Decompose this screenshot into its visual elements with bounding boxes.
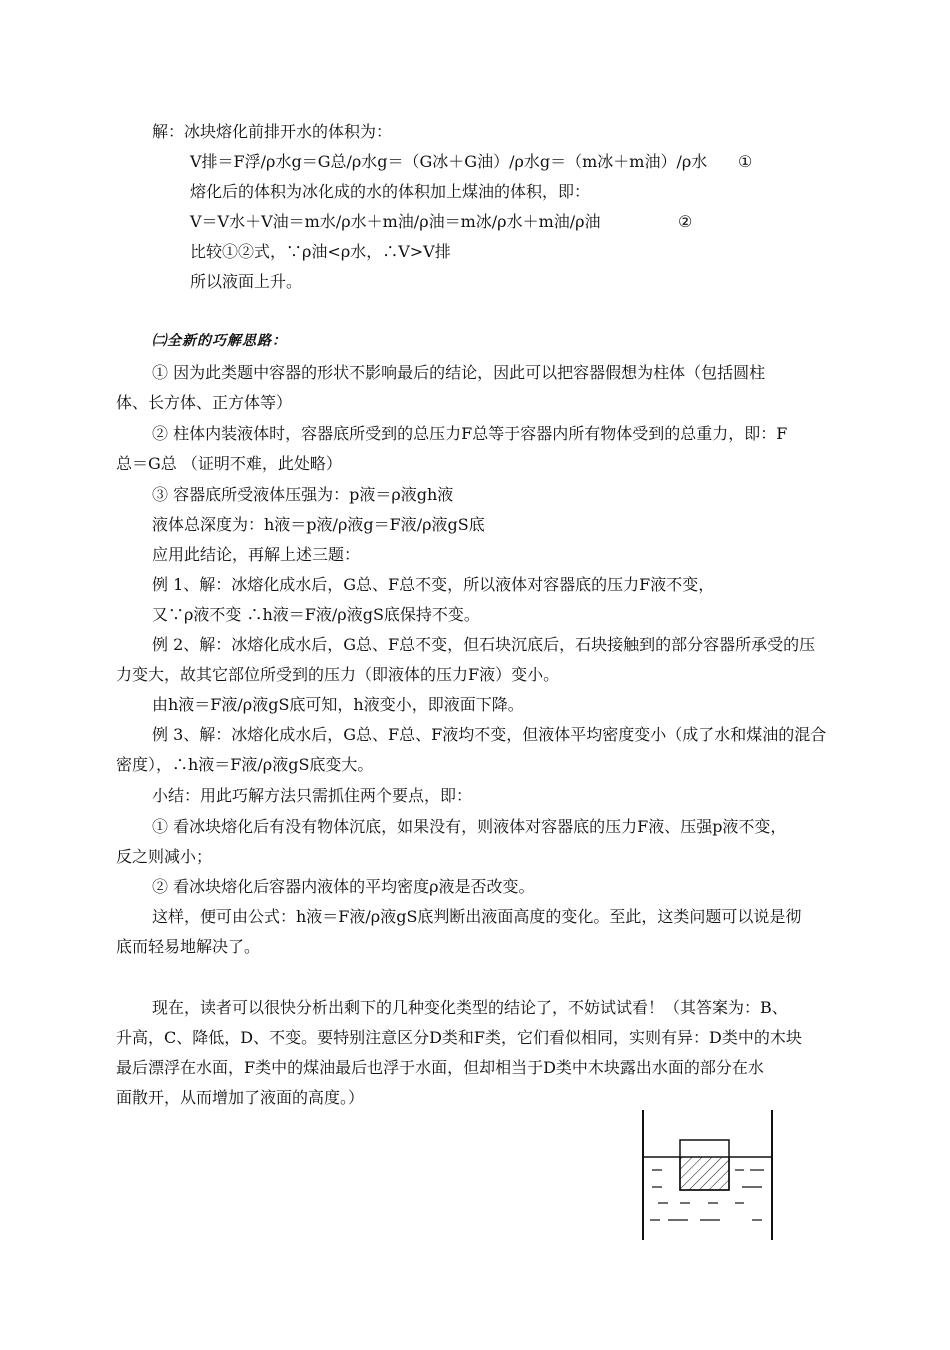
solution-formula-2: V＝V水＋V油＝m水/ρ水＋m油/ρ油＝m冰/ρ水＋m油/ρ油 (190, 212, 601, 231)
example-2-line-c: 由h液＝F液/ρ液gS底可知，h液变小，即液面下降。 (152, 695, 524, 714)
submerged-part (680, 1157, 729, 1190)
final-paragraph-line-3: 最后漂浮在水面，F类中的煤油最后也浮于水面，但却相当于D类中木块露出水面的部分在水 (116, 1058, 764, 1077)
example-3-line-a: 例 3、解：冰熔化成水后，G总、F总、F液均不变，但液体平均密度变小（成了水和煤油的混合 (152, 725, 827, 744)
point-3: ③ 容器底所受液体压强为：p液＝ρ液gh液 (152, 485, 454, 504)
summary-intro: 小结：用此巧解方法只需抓住两个要点，即： (152, 786, 473, 805)
final-paragraph-line-4: 面散开，从而增加了液面的高度。） (116, 1088, 365, 1107)
conclusion-line-a: 这样，便可由公式：h液＝F液/ρ液gS底判断出液面高度的变化。至此，这类问题可以说是彻 (152, 907, 802, 926)
summary-point-1-line-b: 反之则减小； (116, 847, 213, 866)
example-2-line-a: 例 2、解：冰熔化成水后，G总、F总不变，但石块沉底后，石块接触到的部分容器所承受的压 (152, 635, 816, 654)
point-1-line-a: ① 因为此类题中容器的形状不影响最后的结论，因此可以把容器假想为柱体（包括圆柱 (152, 363, 766, 382)
depth-formula: 液体总深度为：h液＝p液/ρ液g＝F液/ρ液gS底 (152, 515, 485, 534)
example-1-line-b: 又∵ρ液不变 ∴h液＝F液/ρ液gS底保持不变。 (152, 605, 480, 624)
formula-marker-1: ① (738, 152, 753, 171)
solution-conclusion: 所以液面上升。 (190, 272, 303, 291)
apply-intro: 应用此结论，再解上述三题： (152, 545, 361, 564)
example-3-line-b: 密度），∴h液＝F液/ρ液gS底变大。 (116, 755, 374, 774)
section-title: ㈡全新的巧解思路： (152, 333, 287, 349)
final-paragraph-line-1: 现在，读者可以很快分析出剩下的几种变化类型的结论了，不妨试试看！（其答案为：B、 (152, 998, 788, 1017)
solution-line-1: 解：冰块熔化前排开水的体积为： (152, 122, 393, 141)
solution-comparison: 比较①②式，∵ρ油<ρ水，∴V>V排 (190, 242, 451, 261)
solution-line-3: 熔化后的体积为冰化成的水的体积加上煤油的体积，即： (190, 182, 591, 201)
solution-formula-1: V排＝F浮/ρ水g＝G总/ρ水g＝（G冰＋G油）/ρ水g＝（m冰＋m油）/ρ水 (190, 152, 708, 171)
formula-marker-2: ② (678, 212, 693, 231)
summary-point-1-line-a: ① 看冰块熔化后有没有物体沉底，如果没有，则液体对容器底的压力F液、压强p液不变， (152, 817, 787, 836)
point-2-line-a: ② 柱体内装液体时，容器底所受到的总压力F总等于容器内所有物体受到的总重力，即：F (152, 424, 788, 443)
point-1-line-b: 体、长方体、正方体等） (116, 393, 293, 412)
example-1-line-a: 例 1、解：冰熔化成水后，G总、F总不变，所以液体对容器底的压力F液不变， (152, 575, 715, 594)
floating-block-diagram (640, 1110, 780, 1245)
conclusion-line-b: 底而轻易地解决了。 (116, 937, 261, 956)
summary-point-2: ② 看冰块熔化后容器内液体的平均密度ρ液是否改变。 (152, 877, 535, 896)
point-2-line-b: 总＝G总 （证明不难，此处略） (116, 454, 342, 473)
final-paragraph-line-2: 升高，C、降低，D、不变。要特别注意区分D类和F类，它们看似相同，实则有异：D类中的木块 (116, 1028, 802, 1047)
example-2-line-b: 力变大，故其它部位所受到的压力（即液体的压力F液）变小。 (116, 665, 560, 684)
